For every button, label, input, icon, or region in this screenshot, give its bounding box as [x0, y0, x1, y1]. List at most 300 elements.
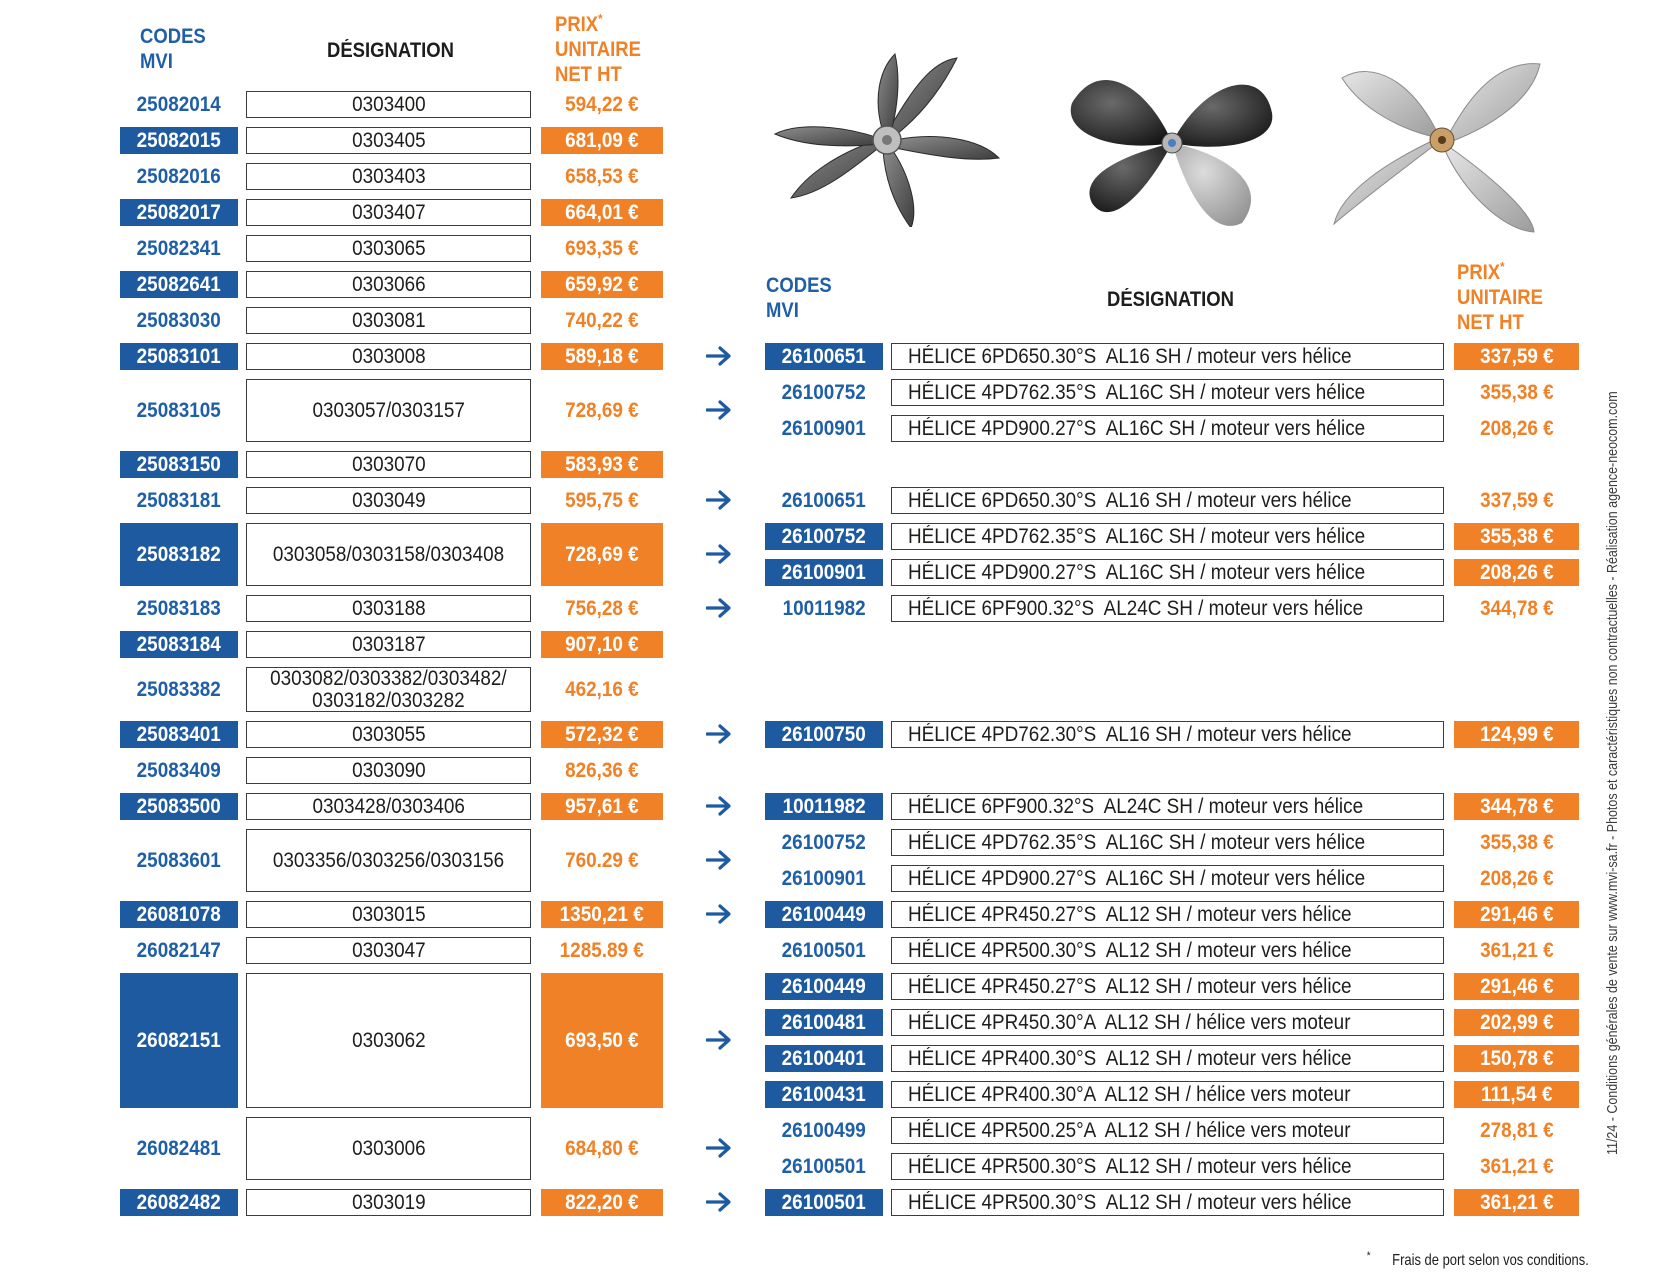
- right-price-cell-text: 291,46 €: [1479, 902, 1554, 926]
- right-header-codes-line1: CODES: [766, 274, 832, 297]
- left-price-cell: [541, 829, 663, 892]
- left-price-cell: [541, 757, 663, 784]
- left-designation-cell: [246, 163, 531, 190]
- right-code-cell: [765, 1009, 883, 1036]
- left-price-cell: [541, 271, 663, 298]
- right-designation-cell-text: HÉLICE 4PR450.27°S AL12 SH / moteur vers hélice: [908, 902, 1352, 926]
- left-price-cell-text: 756,28 €: [565, 596, 639, 620]
- left-designation-cell: [246, 271, 531, 298]
- left-price-cell-text: 826,36 €: [565, 758, 639, 782]
- right-designation-cell-text: HÉLICE 4PD762.35°S AL16C SH / moteur vers hélice: [908, 380, 1366, 404]
- left-designation-cell-text: 0303187: [351, 632, 426, 656]
- left-price-cell: [541, 937, 663, 964]
- right-code-cell-text: 26100499: [781, 1118, 867, 1142]
- left-code-cell-text: 25083183: [136, 596, 222, 620]
- right-designation-cell: [891, 415, 1444, 442]
- right-arrow-icon: [706, 400, 732, 420]
- left-designation-cell: [246, 451, 531, 478]
- right-arrow-icon: [706, 598, 732, 618]
- right-price-cell: [1454, 343, 1579, 370]
- right-designation-cell-text: HÉLICE 4PD900.27°S AL16C SH / moteur vers hélice: [908, 416, 1366, 440]
- left-price-cell: [541, 343, 663, 370]
- left-designation-cell-text: 0303062: [351, 1028, 426, 1052]
- right-code-cell-text: 26100752: [781, 524, 867, 548]
- right-code-cell-text: 10011982: [782, 596, 866, 620]
- left-price-cell: [541, 1189, 663, 1216]
- right-price-cell-text: 208,26 €: [1479, 866, 1554, 890]
- right-price-cell-text: 355,38 €: [1479, 380, 1554, 404]
- left-code-cell: [120, 451, 238, 478]
- left-price-cell-text: 583,93 €: [565, 452, 639, 476]
- left-designation-cell: [246, 523, 531, 586]
- right-designation-cell-text: HÉLICE 4PR500.30°S AL12 SH / moteur vers hélice: [908, 1190, 1352, 1214]
- left-price-cell-text: 589,18 €: [565, 344, 639, 368]
- right-price-cell: [1454, 487, 1579, 514]
- left-code-cell: [120, 937, 238, 964]
- left-code-cell-text: 25082015: [136, 128, 222, 152]
- left-price-cell-text: 728,69 €: [565, 542, 639, 566]
- right-arrow-icon: [706, 544, 732, 564]
- right-price-cell: [1454, 901, 1579, 928]
- left-designation-cell: [246, 1189, 531, 1216]
- right-header-designation: DÉSIGNATION: [1107, 288, 1234, 311]
- left-code-cell: [120, 829, 238, 892]
- right-code-cell: [765, 1189, 883, 1216]
- right-code-cell-text: 26100651: [781, 488, 867, 512]
- left-header-price: [555, 12, 641, 87]
- left-designation-cell-text: 0303400: [351, 92, 426, 116]
- left-code-cell-text: 25083382: [136, 677, 222, 701]
- right-code-cell: [765, 793, 883, 820]
- right-designation-cell: [891, 793, 1444, 820]
- right-price-cell-text: 111,54 €: [1480, 1082, 1553, 1106]
- left-price-cell: [541, 595, 663, 622]
- left-designation-cell-text: 0303403: [351, 164, 426, 188]
- right-code-cell: [765, 379, 883, 406]
- right-price-cell-text: 355,38 €: [1479, 830, 1554, 854]
- right-price-cell: [1454, 1045, 1579, 1072]
- left-code-cell-text: 26082482: [136, 1190, 222, 1214]
- right-code-cell-text: 26100752: [781, 830, 867, 854]
- right-header-codes: [766, 273, 832, 323]
- left-price-cell: [541, 631, 663, 658]
- right-code-cell: [765, 415, 883, 442]
- right-code-cell-text: 26100901: [781, 866, 867, 890]
- left-price-cell-text: 594,22 €: [565, 92, 639, 116]
- left-price-cell: [541, 901, 663, 928]
- right-code-cell: [765, 901, 883, 928]
- left-price-cell-text: 728,69 €: [565, 398, 639, 422]
- right-designation-cell-text: HÉLICE 4PR450.27°S AL12 SH / moteur vers hélice: [908, 974, 1352, 998]
- right-arrow-icon: [706, 346, 732, 366]
- left-code-cell: [120, 667, 238, 712]
- right-header-price-line2: UNITAIRE: [1457, 286, 1543, 309]
- right-designation-cell: [891, 829, 1444, 856]
- right-price-cell-text: 150,78 €: [1479, 1046, 1554, 1070]
- left-designation-cell: [246, 235, 531, 262]
- right-code-cell-text: 26100401: [781, 1046, 867, 1070]
- left-code-cell-text: 25082341: [136, 236, 222, 260]
- left-header-price-line3: NET HT: [555, 63, 622, 86]
- left-designation-cell: [246, 937, 531, 964]
- left-code-cell-text: 25083182: [136, 542, 222, 566]
- right-designation-cell-text: HÉLICE 6PF900.32°S AL24C SH / moteur vers hélice: [908, 794, 1364, 818]
- right-code-cell: [765, 559, 883, 586]
- left-code-cell: [120, 127, 238, 154]
- right-designation-cell: [891, 379, 1444, 406]
- right-code-cell-text: 26100752: [781, 380, 867, 404]
- right-designation-cell-text: HÉLICE 4PR500.30°S AL12 SH / moteur vers hélice: [908, 938, 1352, 962]
- left-price-cell-text: 760.29 €: [565, 848, 639, 872]
- right-price-cell: [1454, 595, 1579, 622]
- left-designation-cell: [246, 631, 531, 658]
- left-header-price-line2: UNITAIRE: [555, 38, 641, 61]
- left-designation-cell: [246, 91, 531, 118]
- left-designation-cell-text: 0303407: [351, 200, 426, 224]
- right-price-cell-text: 337,59 €: [1479, 344, 1554, 368]
- right-arrow-icon: [706, 1138, 732, 1158]
- right-designation-cell: [891, 901, 1444, 928]
- left-code-cell-text: 25083150: [136, 452, 222, 476]
- right-designation-cell-text: HÉLICE 4PD762.30°S AL16 SH / moteur vers hélice: [908, 722, 1352, 746]
- right-code-cell: [765, 865, 883, 892]
- left-price-cell: [541, 451, 663, 478]
- right-price-cell: [1454, 523, 1579, 550]
- right-designation-cell-text: HÉLICE 6PD650.30°S AL16 SH / moteur vers hélice: [908, 344, 1352, 368]
- right-designation-cell: [891, 487, 1444, 514]
- left-code-cell-text: 25082017: [136, 200, 222, 224]
- left-designation-cell: [246, 307, 531, 334]
- right-header-price-line3: NET HT: [1457, 311, 1524, 334]
- right-price-cell-text: 361,21 €: [1479, 1190, 1554, 1214]
- right-code-cell-text: 26100501: [781, 938, 867, 962]
- left-code-cell: [120, 793, 238, 820]
- left-code-cell-text: 25083030: [136, 308, 222, 332]
- left-header-price-line1: PRIX*: [555, 11, 603, 36]
- left-code-cell-text: 26082481: [136, 1136, 222, 1160]
- left-price-cell-text: 572,32 €: [565, 722, 639, 746]
- footnote-text: Frais de port selon vos conditions.: [1392, 1252, 1589, 1270]
- right-price-cell: [1454, 721, 1579, 748]
- left-code-cell-text: 25082641: [136, 272, 222, 296]
- right-price-cell-text: 124,99 €: [1479, 722, 1554, 746]
- right-arrow-icon: [706, 796, 732, 816]
- left-code-cell: [120, 91, 238, 118]
- left-code-cell-text: 25083105: [136, 398, 222, 422]
- left-price-cell-text: 664,01 €: [565, 200, 639, 224]
- right-designation-cell: [891, 865, 1444, 892]
- right-price-cell: [1454, 1117, 1579, 1144]
- right-arrow-icon: [706, 850, 732, 870]
- right-designation-cell-text: HÉLICE 4PD900.27°S AL16C SH / moteur vers hélice: [908, 560, 1366, 584]
- left-price-cell: [541, 163, 663, 190]
- right-designation-cell-text: HÉLICE 4PR400.30°S AL12 SH / moteur vers hélice: [908, 1046, 1352, 1070]
- left-code-cell: [120, 523, 238, 586]
- left-designation-cell: [246, 793, 531, 820]
- left-designation-cell-text: 0303047: [351, 938, 426, 962]
- right-code-cell-text: 26100431: [781, 1082, 867, 1106]
- asterisk-marker: *: [598, 11, 603, 26]
- right-code-cell-text: 26100449: [781, 974, 867, 998]
- right-price-cell-text: 344,78 €: [1479, 794, 1554, 818]
- right-price-cell-text: 291,46 €: [1479, 974, 1554, 998]
- left-price-cell-text: 462,16 €: [565, 677, 639, 701]
- right-price-cell-text: 208,26 €: [1479, 560, 1554, 584]
- left-code-cell-text: 25083401: [136, 722, 222, 746]
- right-code-cell: [765, 829, 883, 856]
- left-price-cell-text: 659,92 €: [565, 272, 639, 296]
- left-code-cell-text: 25083409: [136, 758, 222, 782]
- left-price-cell: [541, 91, 663, 118]
- left-price-cell-text: 957,61 €: [565, 794, 639, 818]
- right-code-cell-text: 26100750: [781, 722, 867, 746]
- right-price-cell-text: 361,21 €: [1479, 1154, 1554, 1178]
- right-designation-cell-text: HÉLICE 4PR500.30°S AL12 SH / moteur vers hélice: [908, 1154, 1352, 1178]
- left-code-cell: [120, 721, 238, 748]
- left-designation-cell: [246, 973, 531, 1108]
- right-code-cell-text: 26100901: [781, 416, 867, 440]
- left-designation-cell: [246, 901, 531, 928]
- left-code-cell: [120, 487, 238, 514]
- right-code-cell: [765, 1081, 883, 1108]
- left-designation-cell-text: 0303006: [351, 1136, 426, 1160]
- right-designation-cell-text: HÉLICE 6PF900.32°S AL24C SH / moteur vers hélice: [908, 596, 1364, 620]
- left-price-cell: [541, 307, 663, 334]
- right-designation-cell: [891, 1153, 1444, 1180]
- left-designation-cell: [246, 667, 531, 712]
- left-code-cell: [120, 343, 238, 370]
- left-price-cell-text: 1285.89 €: [559, 938, 645, 962]
- left-designation-cell: [246, 829, 531, 892]
- left-designation-cell: [246, 199, 531, 226]
- right-designation-cell: [891, 937, 1444, 964]
- left-designation-cell-text: 0303356/0303256/0303156: [272, 848, 505, 872]
- right-header-price-line1: PRIX*: [1457, 259, 1505, 284]
- left-price-cell-text: 740,22 €: [565, 308, 639, 332]
- right-code-cell: [765, 487, 883, 514]
- right-designation-cell: [891, 595, 1444, 622]
- left-designation-cell-text: 0303008: [351, 344, 426, 368]
- left-designation-cell-text: 0303065: [351, 236, 426, 260]
- left-code-cell: [120, 163, 238, 190]
- right-designation-cell: [891, 1081, 1444, 1108]
- left-designation-cell-text: 0303019: [351, 1190, 426, 1214]
- left-header-codes-line2: MVI: [140, 50, 173, 73]
- propeller-4-blade-aluminium-image: [1330, 48, 1555, 233]
- left-price-cell: [541, 793, 663, 820]
- right-designation-cell: [891, 973, 1444, 1000]
- right-price-cell-text: 337,59 €: [1479, 488, 1554, 512]
- left-code-cell-text: 26082151: [136, 1028, 222, 1052]
- right-price-cell-text: 208,26 €: [1479, 416, 1554, 440]
- left-designation-cell-text: 0303055: [351, 722, 426, 746]
- right-price-cell: [1454, 937, 1579, 964]
- right-code-cell: [765, 343, 883, 370]
- left-code-cell: [120, 379, 238, 442]
- left-price-cell-text: 693,50 €: [565, 1028, 639, 1052]
- right-price-cell: [1454, 379, 1579, 406]
- left-designation-cell-text: 0303081: [351, 308, 426, 332]
- left-header-codes-line1: CODES: [140, 25, 206, 48]
- right-designation-cell: [891, 523, 1444, 550]
- right-arrow-icon: [706, 1030, 732, 1050]
- right-arrow-icon: [706, 904, 732, 924]
- left-price-cell-text: 681,09 €: [565, 128, 639, 152]
- left-code-cell-text: 25083601: [136, 848, 222, 872]
- right-designation-cell-text: HÉLICE 4PR400.30°A AL12 SH / hélice vers moteur: [908, 1082, 1351, 1106]
- left-designation-cell-text: 0303428/0303406: [312, 794, 465, 818]
- right-price-cell: [1454, 829, 1579, 856]
- right-price-cell-text: 344,78 €: [1479, 596, 1554, 620]
- side-note: [1605, 55, 1621, 1155]
- right-designation-cell-text: HÉLICE 4PD762.35°S AL16C SH / moteur vers hélice: [908, 524, 1366, 548]
- right-code-cell: [765, 1045, 883, 1072]
- left-code-cell-text: 25083184: [136, 632, 222, 656]
- left-code-cell: [120, 631, 238, 658]
- propeller-6-blade-image: [762, 52, 1012, 227]
- right-code-cell-text: 26100501: [781, 1154, 867, 1178]
- left-designation-cell-text: 0303405: [351, 128, 426, 152]
- right-price-cell: [1454, 415, 1579, 442]
- right-designation-cell: [891, 1117, 1444, 1144]
- left-code-cell-text: 26082147: [136, 938, 222, 962]
- footnote-marker: *: [1366, 1250, 1371, 1262]
- right-price-cell: [1454, 1153, 1579, 1180]
- right-code-cell: [765, 595, 883, 622]
- propeller-4-blade-dark-image: [1062, 48, 1282, 233]
- right-designation-cell: [891, 559, 1444, 586]
- left-designation-cell: [246, 595, 531, 622]
- right-designation-cell-text: HÉLICE 4PR450.30°A AL12 SH / hélice vers moteur: [908, 1010, 1351, 1034]
- left-designation-cell-text: 0303070: [351, 452, 426, 476]
- left-designation-cell-text: 0303188: [351, 596, 426, 620]
- left-designation-cell-text: 0303057/0303157: [312, 398, 465, 422]
- left-price-cell: [541, 667, 663, 712]
- right-code-cell: [765, 1153, 883, 1180]
- right-code-cell-text: 10011982: [782, 794, 866, 818]
- right-price-cell: [1454, 973, 1579, 1000]
- right-price-cell-text: 202,99 €: [1479, 1010, 1554, 1034]
- right-code-cell: [765, 937, 883, 964]
- right-designation-cell: [891, 1045, 1444, 1072]
- left-code-cell: [120, 901, 238, 928]
- left-price-cell-text: 822,20 €: [565, 1190, 639, 1214]
- left-price-cell-text: 684,80 €: [565, 1136, 639, 1160]
- right-code-cell-text: 26100651: [781, 344, 867, 368]
- right-code-cell-text: 26100501: [781, 1190, 867, 1214]
- left-price-cell: [541, 721, 663, 748]
- left-price-cell: [541, 235, 663, 262]
- right-designation-cell-text: HÉLICE 4PR500.25°A AL12 SH / hélice vers moteur: [908, 1118, 1351, 1142]
- left-designation-cell: [246, 757, 531, 784]
- left-header-designation: DÉSIGNATION: [327, 39, 454, 62]
- left-price-cell: [541, 1117, 663, 1180]
- left-code-cell: [120, 757, 238, 784]
- right-designation-cell-text: HÉLICE 4PD762.35°S AL16C SH / moteur vers hélice: [908, 830, 1366, 854]
- left-price-cell-text: 658,53 €: [565, 164, 639, 188]
- right-code-cell-text: 26100901: [781, 560, 867, 584]
- right-code-cell-text: 26100449: [781, 902, 867, 926]
- asterisk-marker: *: [1500, 259, 1505, 274]
- left-code-cell: [120, 235, 238, 262]
- right-code-cell: [765, 1117, 883, 1144]
- left-designation-cell: [246, 721, 531, 748]
- left-price-cell-text: 1350,21 €: [559, 902, 645, 926]
- right-designation-cell: [891, 1009, 1444, 1036]
- left-code-cell-text: 25083500: [136, 794, 222, 818]
- left-code-cell: [120, 307, 238, 334]
- right-designation-cell: [891, 343, 1444, 370]
- left-designation-cell: [246, 127, 531, 154]
- right-arrow-icon: [706, 724, 732, 744]
- right-price-cell-text: 278,81 €: [1479, 1118, 1554, 1142]
- left-designation-cell-text: 0303066: [351, 272, 426, 296]
- right-code-cell: [765, 721, 883, 748]
- left-designation-cell: [246, 487, 531, 514]
- right-arrow-icon: [706, 1192, 732, 1212]
- left-code-cell: [120, 271, 238, 298]
- right-designation-cell: [891, 1189, 1444, 1216]
- right-price-cell-text: 361,21 €: [1479, 938, 1554, 962]
- right-code-cell: [765, 973, 883, 1000]
- left-code-cell-text: 25082014: [136, 92, 222, 116]
- left-code-cell: [120, 973, 238, 1108]
- left-designation-cell-text: 0303058/0303158/0303408: [272, 542, 505, 566]
- left-price-cell: [541, 199, 663, 226]
- left-code-cell-text: 25083181: [136, 488, 222, 512]
- left-code-cell: [120, 199, 238, 226]
- left-header-codes: [140, 24, 206, 74]
- right-price-cell: [1454, 559, 1579, 586]
- left-code-cell-text: 26081078: [136, 902, 222, 926]
- left-price-cell-text: 693,35 €: [565, 236, 639, 260]
- side-note-text: 11/24 - Conditions générales de vente sur www.mvi-sa.fr - Photos et caractéristiques non contractuelles - Réalisation agence-neocom.com: [1605, 391, 1621, 1155]
- left-designation-cell: [246, 379, 531, 442]
- left-price-cell-text: 907,10 €: [565, 632, 639, 656]
- left-code-cell: [120, 1117, 238, 1180]
- left-designation-cell-text: 0303015: [351, 902, 426, 926]
- left-code-cell: [120, 595, 238, 622]
- right-header-price: [1457, 260, 1543, 335]
- footnote: [1342, 1250, 1589, 1270]
- left-designation-cell-text: 0303090: [351, 758, 426, 782]
- left-price-cell: [541, 973, 663, 1108]
- right-code-cell: [765, 523, 883, 550]
- left-designation-cell: [246, 343, 531, 370]
- right-arrow-icon: [706, 490, 732, 510]
- left-price-cell: [541, 487, 663, 514]
- left-code-cell-text: 25082016: [136, 164, 222, 188]
- left-designation-cell: [246, 1117, 531, 1180]
- right-price-cell: [1454, 1081, 1579, 1108]
- right-price-cell: [1454, 865, 1579, 892]
- left-designation-cell-text: 0303082/0303382/0303482/ 0303182/0303282: [270, 666, 507, 712]
- left-price-cell: [541, 379, 663, 442]
- right-price-cell: [1454, 793, 1579, 820]
- right-price-cell: [1454, 1189, 1579, 1216]
- right-designation-cell-text: HÉLICE 6PD650.30°S AL16 SH / moteur vers hélice: [908, 488, 1352, 512]
- left-code-cell: [120, 1189, 238, 1216]
- right-designation-cell-text: HÉLICE 4PD900.27°S AL16C SH / moteur vers hélice: [908, 866, 1366, 890]
- right-designation-cell: [891, 721, 1444, 748]
- left-price-cell: [541, 127, 663, 154]
- left-designation-cell-text: 0303049: [351, 488, 426, 512]
- right-price-cell-text: 355,38 €: [1479, 524, 1554, 548]
- left-price-cell-text: 595,75 €: [565, 488, 639, 512]
- right-header-codes-line2: MVI: [766, 299, 799, 322]
- left-code-cell-text: 25083101: [136, 344, 222, 368]
- right-code-cell-text: 26100481: [781, 1010, 867, 1034]
